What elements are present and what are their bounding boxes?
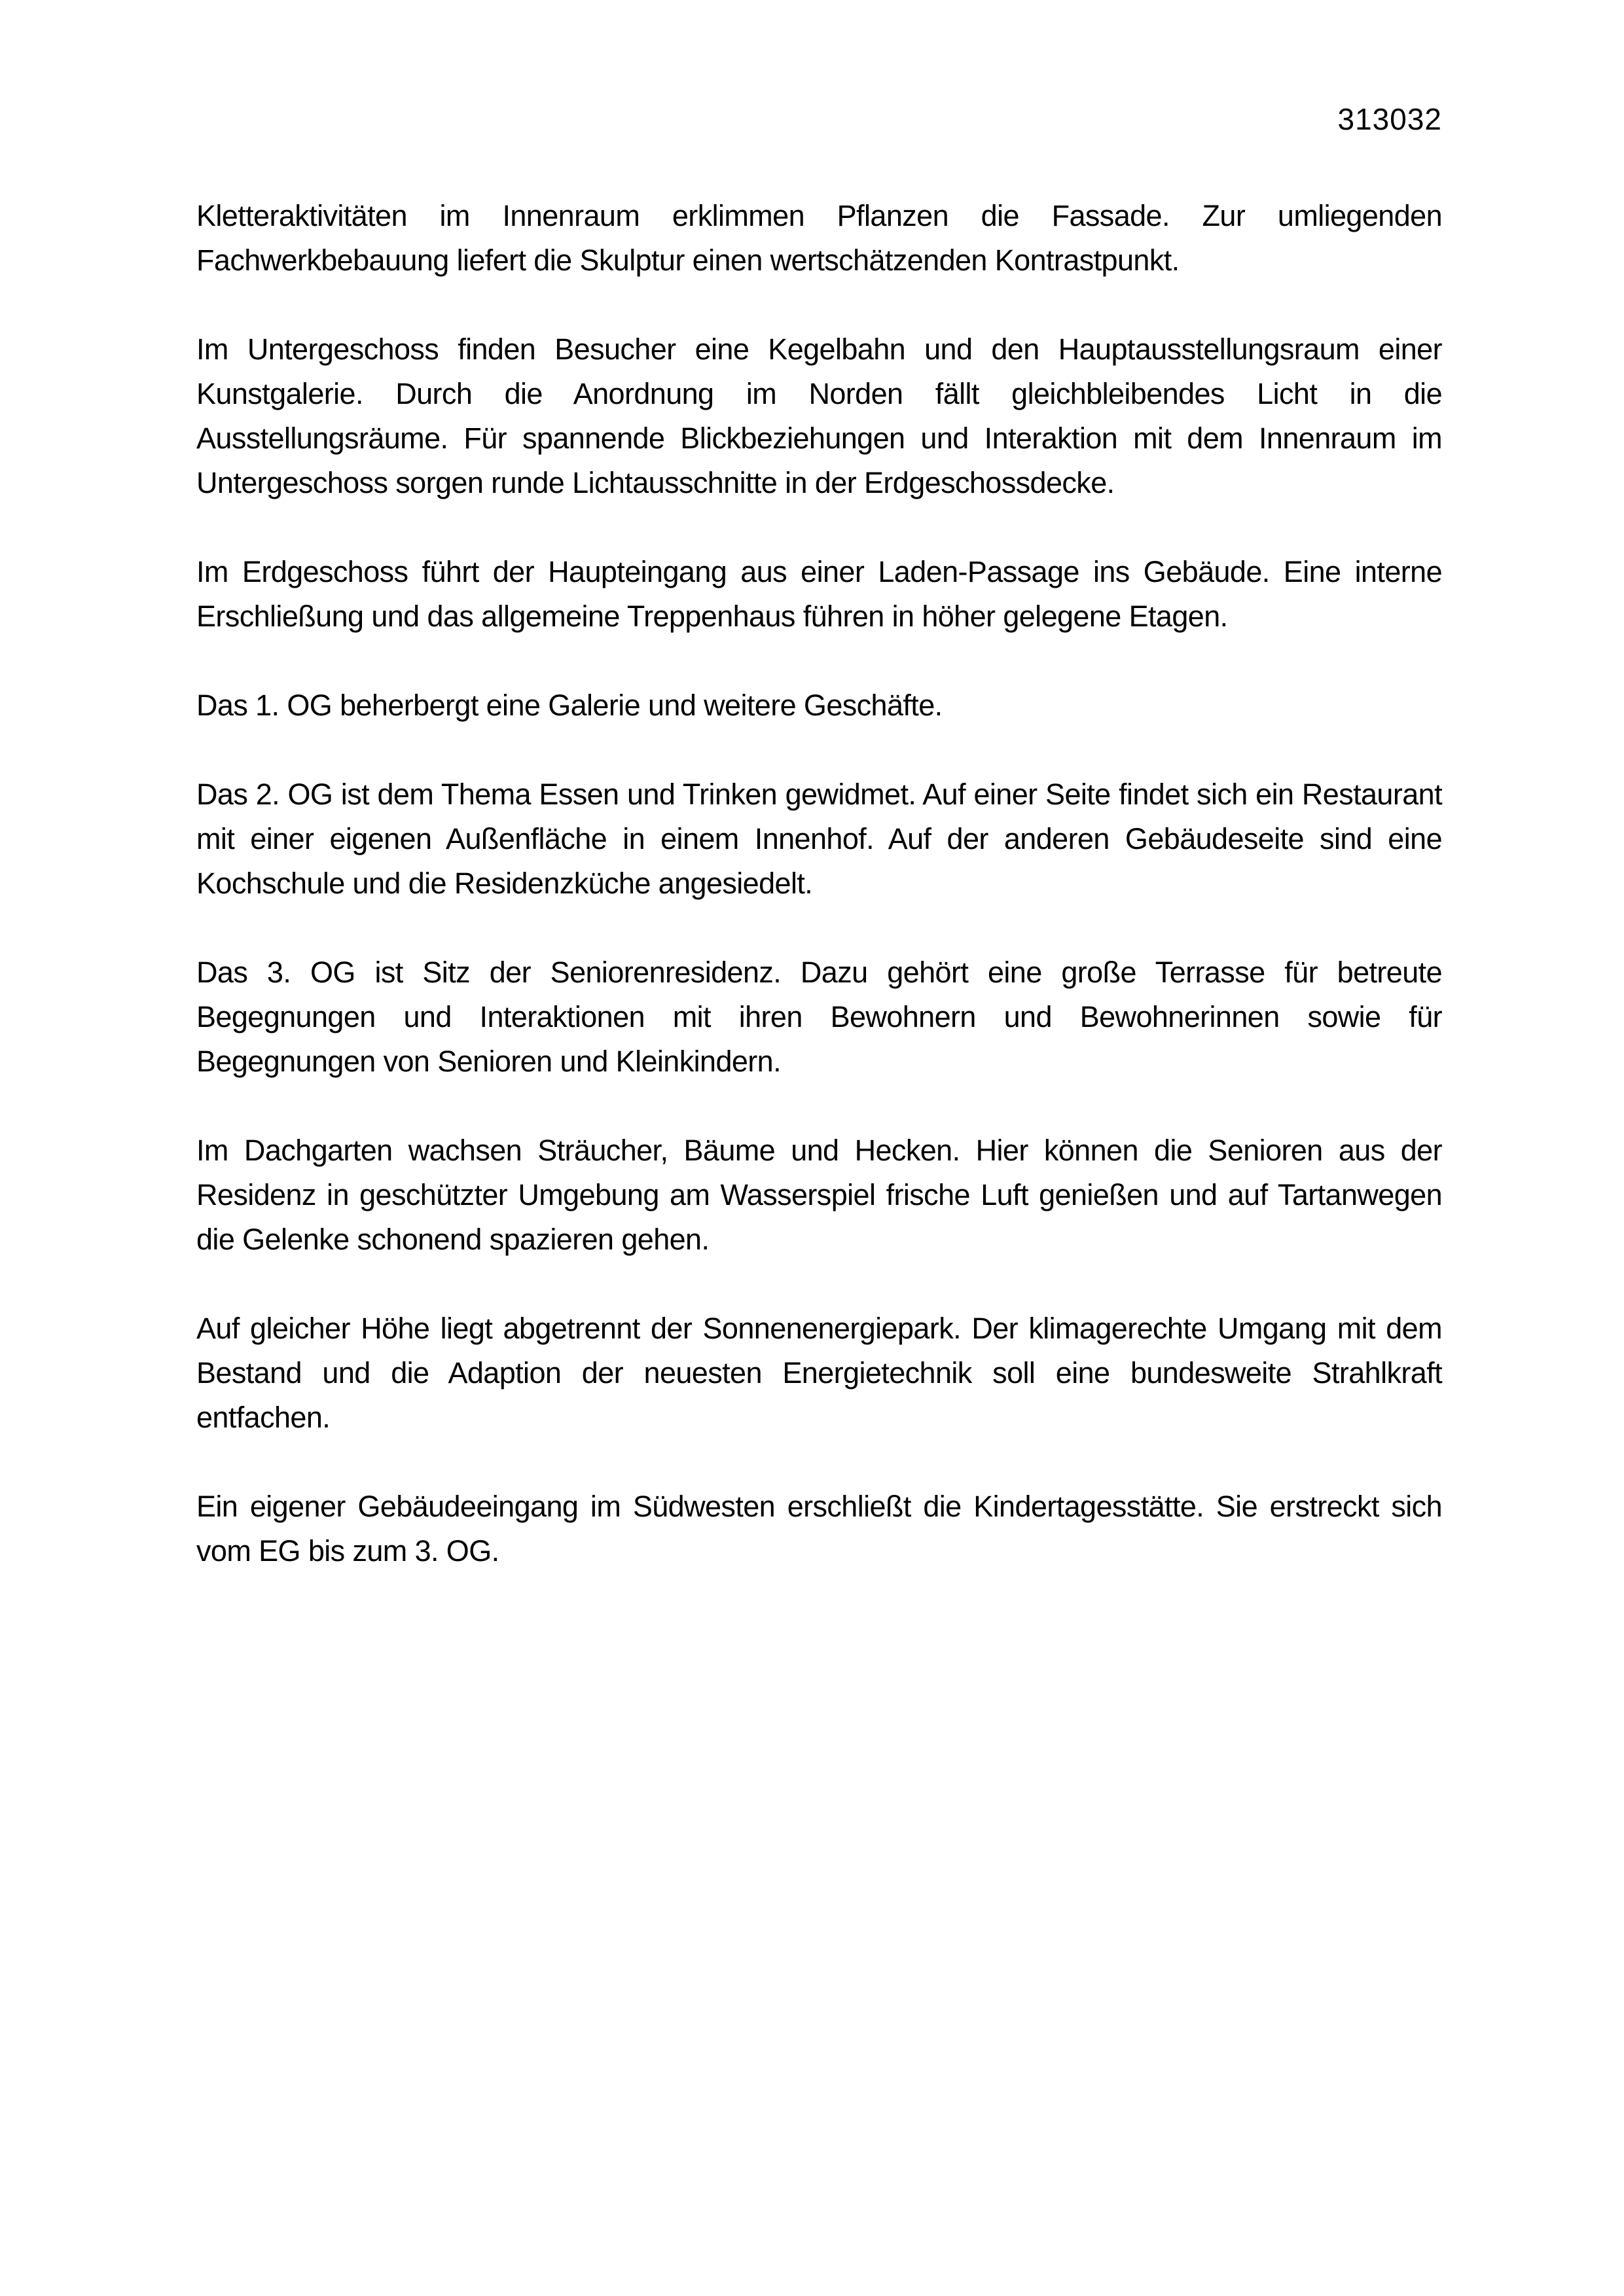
body-text [196, 194, 1442, 1618]
paragraph-solar-park: Auf gleicher Höhe liegt abgetrennt der Sonnenenergiepark. Der klimagerechte Umgang mit dem Bestand und die Adaption der neuesten Energietechnik soll eine bundesweite Strahlkraft entfachen. [196, 1312, 1442, 1434]
paragraph-basement: Im Untergeschoss finden Besucher eine Kegelbahn und den Hauptausstellungsraum einer Kunstgalerie. Durch die Anordnung im Norden fällt gleichbleibendes Licht in die Ausstellungsräume. Für spannende Blickbeziehungen und Interaktion mit dem Innenraum im Untergeschoss sorgen runde Lichtausschnitte in der Erdgeschossdecke. [196, 332, 1442, 499]
paragraph-second-floor: Das 2. OG ist dem Thema Essen und Trinken gewidmet. Auf einer Seite findet sich ein Restaurant mit einer eigenen Außenfläche in einem Innenhof. Auf der anderen Gebäudeseite sind eine Kochschule und die Residenzküche angesiedelt. [196, 778, 1442, 900]
paragraph-kindergarten: Ein eigener Gebäudeeingang im Südwesten erschließt die Kindertagesstätte. Sie erstreckt sich vom EG bis zum 3. OG. [196, 1490, 1442, 1568]
paragraph-first-floor: Das 1. OG beherbergt eine Galerie und weitere Geschäfte. [196, 689, 943, 722]
paragraph-climbing-facade: Kletteraktivitäten im Innenraum erklimmen Pflanzen die Fassade. Zur umliegenden Fachwerkbebauung liefert die Skulptur einen wertschätzenden Kontrastpunkt. [196, 199, 1442, 277]
paragraph-third-floor: Das 3. OG ist Sitz der Seniorenresidenz. Dazu gehört eine große Terrasse für betreute Begegnungen und Interaktionen mit ihren Bewohnern und Bewohnerinnen sowie für Begegnungen von Senioren und Kleinkindern. [196, 956, 1442, 1078]
paragraph-ground-floor: Im Erdgeschoss führt der Haupteingang aus einer Laden-Passage ins Gebäude. Eine interne Erschließung und das allgemeine Treppenhaus führen in höher gelegene Etagen. [196, 555, 1442, 633]
page-number: 313032 [1337, 102, 1442, 136]
paragraph-roof-garden: Im Dachgarten wachsen Sträucher, Bäume und Hecken. Hier können die Senioren aus der Residenz in geschützter Umgebung am Wasserspiel frische Luft genießen und auf Tartanwegen die Gelenke schonend spazieren gehen. [196, 1134, 1442, 1256]
